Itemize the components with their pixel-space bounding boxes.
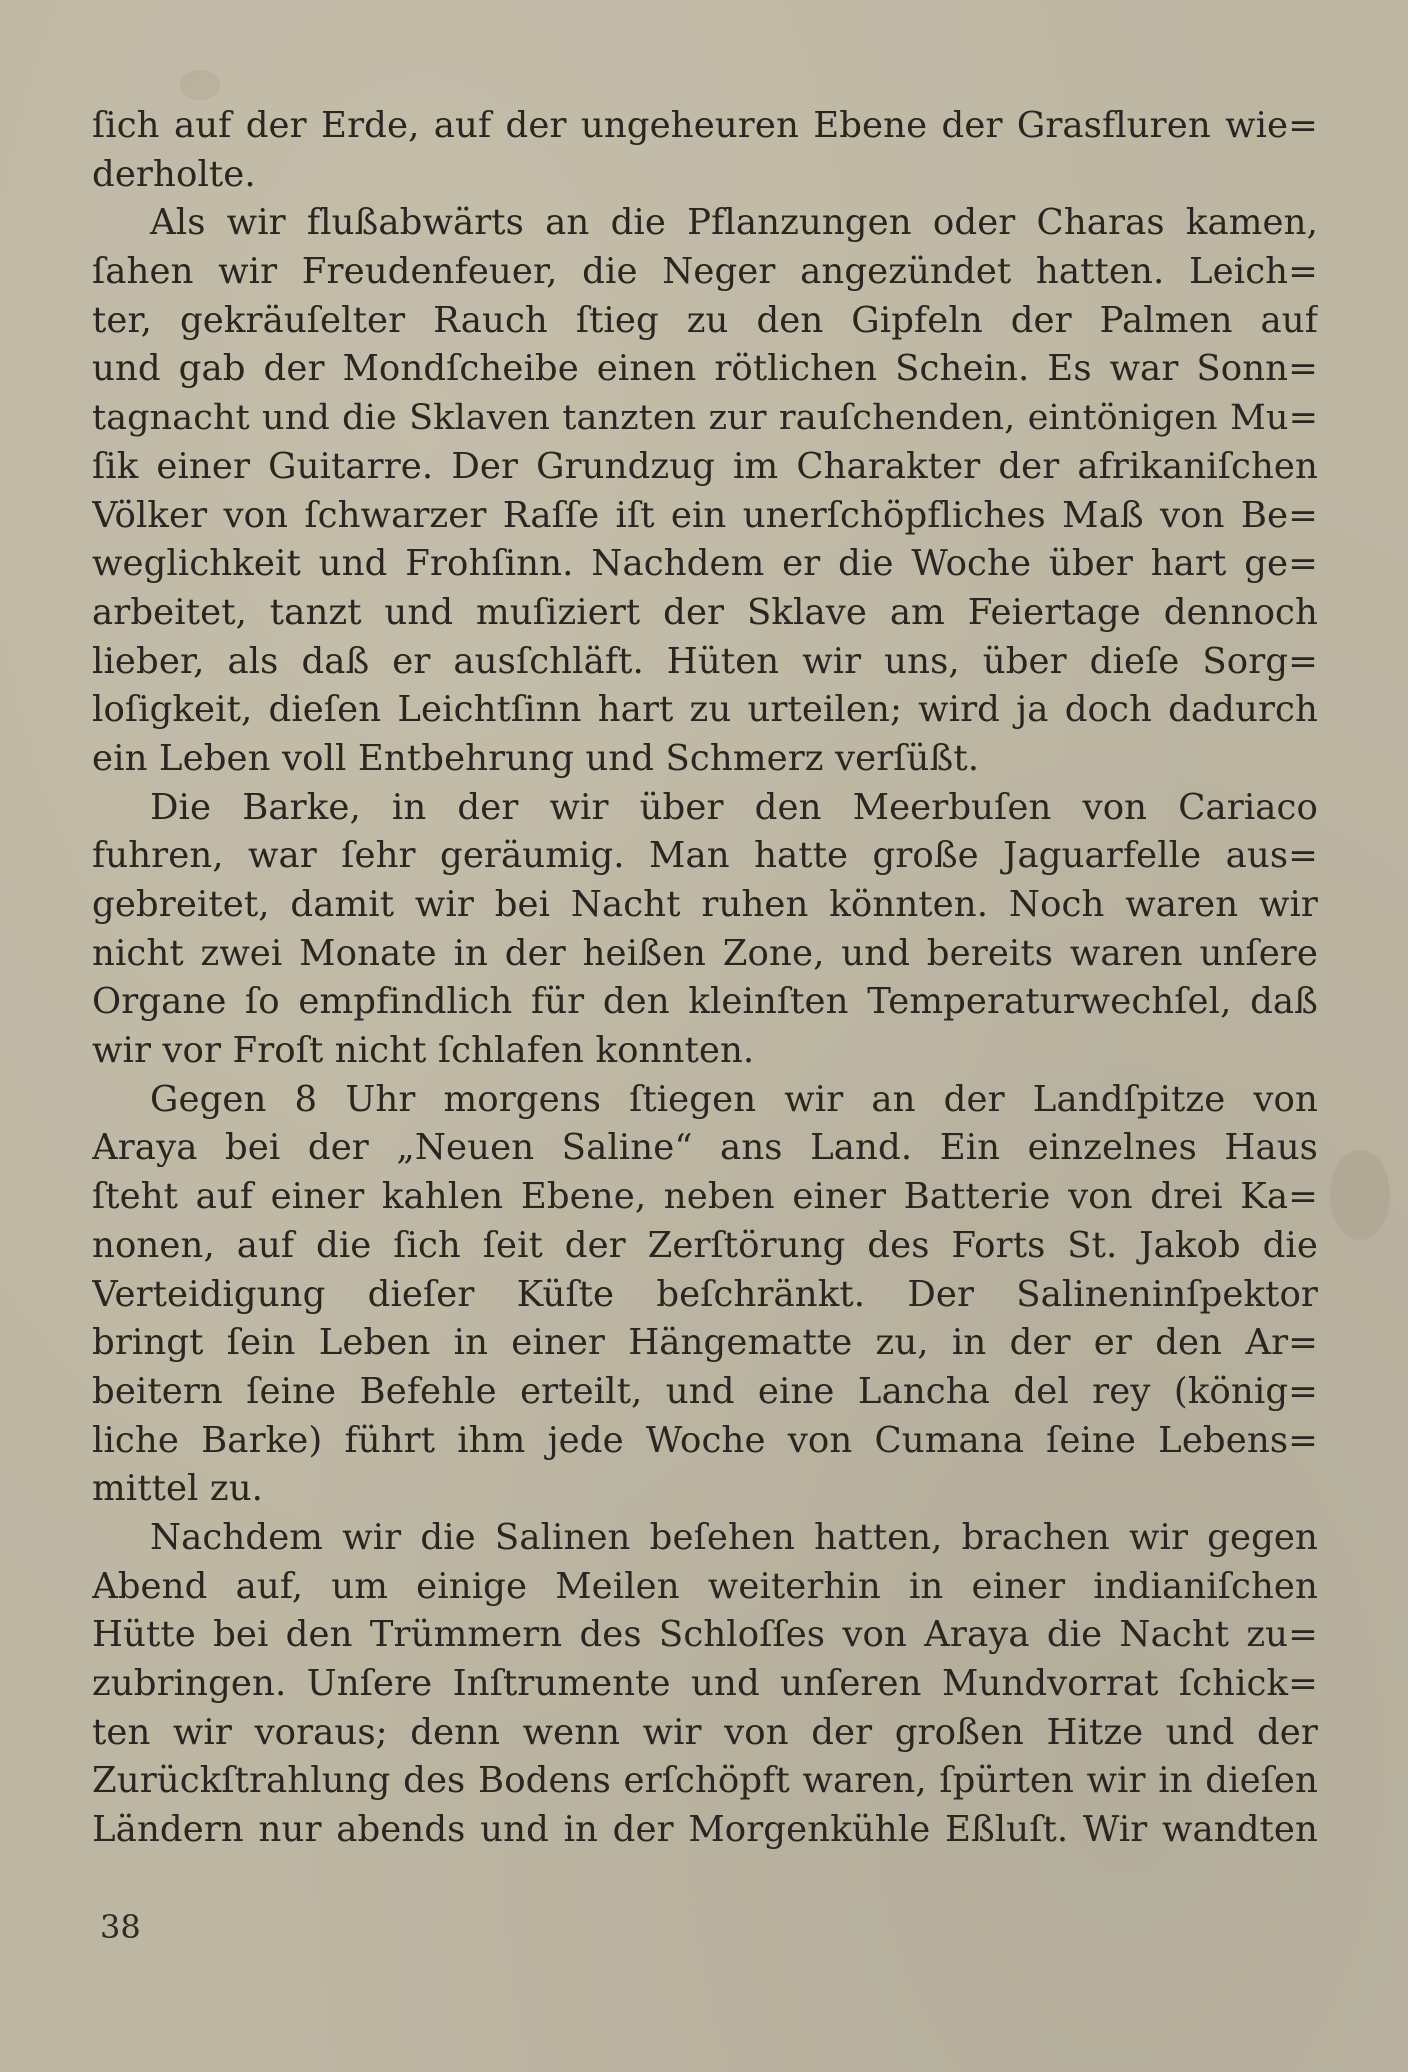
text-line: nonen, auf die ſich ſeit der Zerſtörung des Forts St. Jakob die <box>92 1224 1318 1266</box>
text-line: ter, gekräuſelter Rauch ſtieg zu den Gipfeln der Palmen auf <box>92 299 1318 341</box>
text-line: ſahen wir Freudenfeuer, die Neger angezündet hatten. Leich= <box>92 251 1318 293</box>
text-line: zubringen. Unſere Inſtrumente und unſeren Mundvorrat ſchick= <box>92 1663 1318 1704</box>
text-line: loſigkeit, dieſen Leichtſinn hart zu urteilen; wird ja doch dadurch <box>92 689 1318 731</box>
text-line: lieber, als daß er ausſchläft. Hüten wir uns, über dieſe Sorg= <box>92 640 1318 682</box>
page-number: 38 <box>100 1908 141 1946</box>
text-line: Völker von ſchwarzer Raſſe iſt ein unerſchöpfliches Maß von Be= <box>92 494 1318 536</box>
text-line: ſik einer Guitarre. Der Grundzug im Charakter der afrikaniſchen <box>92 445 1318 487</box>
text-line: liche Barke) führt ihm jede Woche von Cumana ſeine Lebens= <box>92 1419 1318 1461</box>
text-line: ſteht auf einer kahlen Ebene, neben einer Batterie von drei Ka= <box>92 1176 1318 1218</box>
text-line: Abend auf, um einige Meilen weiterhin in einer indianiſchen <box>92 1565 1318 1607</box>
text-line: Hütte bei den Trümmern des Schloſſes von Araya die Nacht zu= <box>92 1614 1318 1656</box>
text-line: Gegen 8 Uhr morgens ſtiegen wir an der Landſpitze von <box>150 1078 1318 1120</box>
text-line: tagnacht und die Sklaven tanzten zur rauſchenden, eintönigen Mu= <box>92 398 1318 439</box>
text-line: ein Leben voll Entbehrung und Schmerz verſüßt. <box>92 737 980 779</box>
text-line: beitern ſeine Befehle erteilt, und eine Lancha del rey (könig= <box>92 1370 1318 1412</box>
text-line: ten wir voraus; denn wenn wir von der großen Hitze und der <box>92 1711 1318 1753</box>
text-line: und gab der Mondſcheibe einen rötlichen Schein. Es war Sonn= <box>92 348 1318 390</box>
text-line: Ländern nur abends und in der Morgenkühle Eßluſt. Wir wandten <box>92 1809 1318 1851</box>
text-line: Als wir flußabwärts an die Pflanzungen oder Charas kamen, <box>150 202 1318 244</box>
text-line: fuhren, war ſehr geräumig. Man hatte große Jaguarfelle aus= <box>92 835 1318 877</box>
text-line: gebreitet, damit wir bei Nacht ruhen könnten. Noch waren wir <box>92 884 1318 925</box>
paper-stain <box>1330 1150 1390 1240</box>
text-line: bringt ſein Leben in einer Hängematte zu, in der er den Ar= <box>92 1322 1318 1364</box>
text-line: Verteidigung dieſer Küſte beſchränkt. Der Salineninſpektor <box>92 1273 1318 1315</box>
text-line: mittel zu. <box>92 1468 264 1510</box>
text-line: ſich auf der Erde, auf der ungeheuren Ebene der Grasfluren wie= <box>92 105 1318 146</box>
text-line: Organe ſo empfindlich für den kleinſten Temperaturwechſel, daß <box>92 981 1318 1023</box>
paper-stain <box>180 70 220 100</box>
body-text <box>92 102 1318 1855</box>
text-line: Araya bei der „Neuen Saline“ ans Land. Ein einzelnes Haus <box>92 1127 1318 1169</box>
text-line: weglichkeit und Frohſinn. Nachdem er die Woche über hart ge= <box>92 543 1318 585</box>
text-line: Nachdem wir die Salinen beſehen hatten, brachen wir gegen <box>150 1516 1318 1558</box>
text-line: derholte. <box>92 153 256 195</box>
text-line: arbeitet, tanzt und muſiziert der Sklave am Feiertage dennoch <box>92 591 1318 633</box>
text-line: Zurückſtrahlung des Bodens erſchöpft waren, ſpürten wir in dieſen <box>92 1760 1318 1802</box>
text-line: nicht zwei Monate in der heißen Zone, und bereits waren unſere <box>92 932 1318 974</box>
text-line: wir vor Froſt nicht ſchlafen konnten. <box>92 1030 755 1072</box>
text-line: Die Barke, in der wir über den Meerbuſen von Cariaco <box>150 786 1318 828</box>
